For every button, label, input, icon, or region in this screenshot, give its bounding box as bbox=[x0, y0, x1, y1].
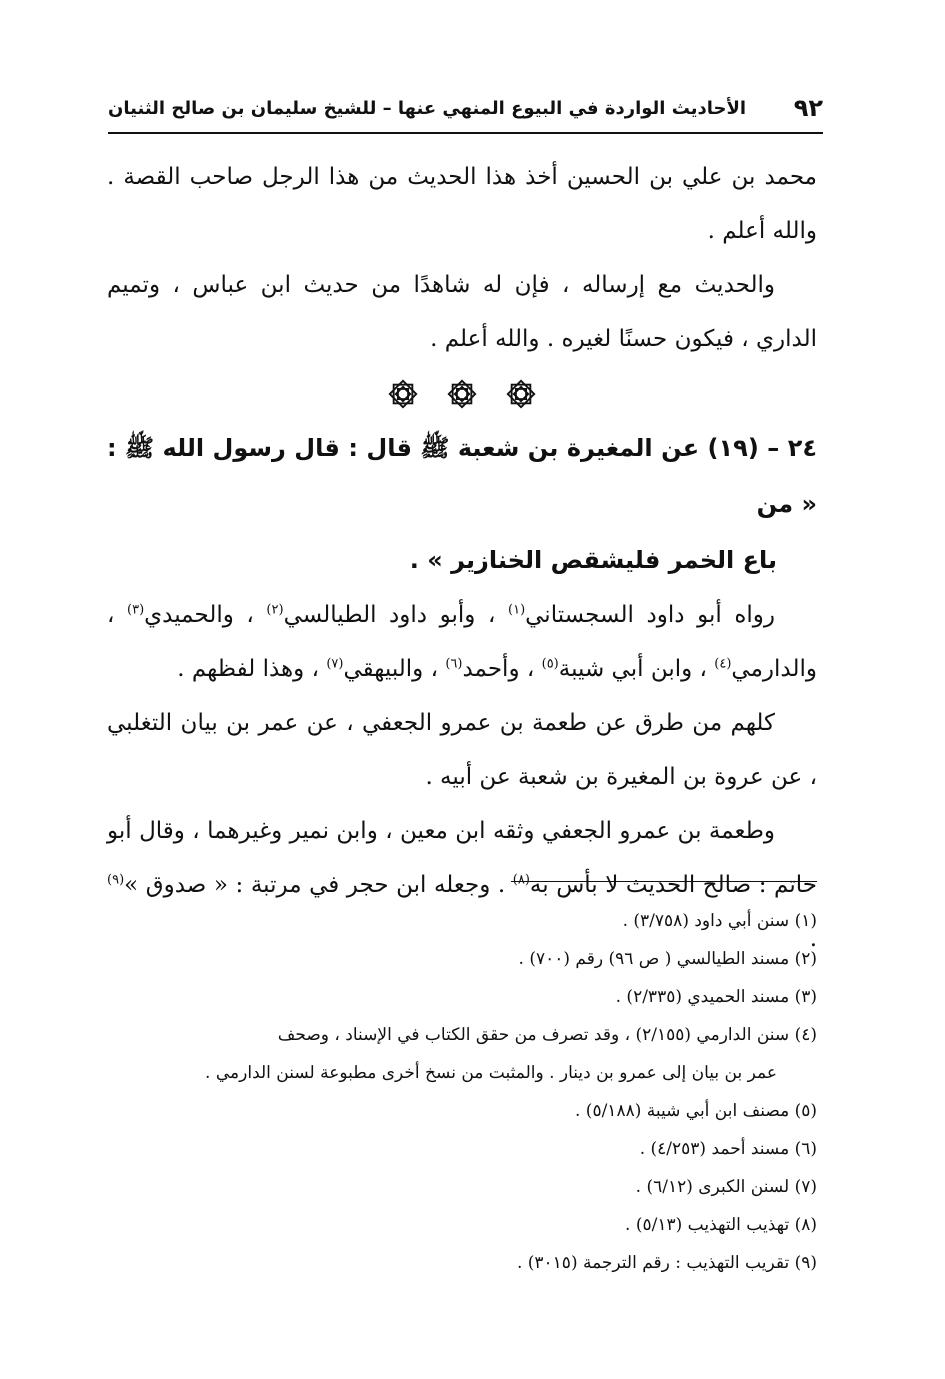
hadith-text bbox=[107, 420, 817, 588]
footnote-ref[interactable]: (٣) bbox=[127, 602, 145, 618]
footnote-7: (٧) لسنن الكبرى (٦/١٢) . bbox=[635, 1177, 817, 1197]
footnote-rule bbox=[511, 881, 817, 882]
footnote-ref[interactable]: (٧) bbox=[326, 656, 344, 672]
text-span: . bbox=[809, 926, 817, 952]
footnote-ref[interactable]: (٥) bbox=[541, 656, 559, 672]
eight-point-star-icon bbox=[504, 377, 538, 411]
paragraph-2: والحديث مع إرساله ، فإن له شاهدًا من حديث ابن عباس ، وتميم الداري ، فيكون حسنًا لغيره . والله أعلم . bbox=[107, 272, 817, 352]
main-text bbox=[107, 150, 817, 966]
section-divider bbox=[107, 366, 817, 420]
text-span: ، وهذا لفظهم . bbox=[177, 656, 327, 682]
paragraph-3 bbox=[107, 588, 817, 696]
page-number: ٩٢ bbox=[793, 94, 823, 122]
footnote-4: (٤) سنن الدارمي (٢/١٥٥) ، وقد تصرف من حقق الكتاب في الإسناد ، وصحف bbox=[277, 1025, 817, 1045]
text-span: ، وأحمد bbox=[462, 656, 542, 682]
footnote-ref[interactable]: (٨) bbox=[512, 872, 530, 888]
footnote-1: (١) سنن أبي داود (٣/٧٥٨) . bbox=[622, 911, 817, 931]
text-span: ، والبيهقي bbox=[343, 656, 446, 682]
text-span: ، والحميدي bbox=[144, 602, 267, 628]
text-span: ، والدارمي bbox=[107, 602, 817, 682]
hadith-line-2: باع الخمر فليشقص الخنازير » . bbox=[409, 546, 777, 574]
header-rule bbox=[108, 132, 823, 134]
eight-point-star-icon bbox=[386, 377, 420, 411]
footnotes bbox=[105, 902, 817, 1282]
footnote-2: (٢) مسند الطيالسي ( ص ٩٦) رقم (٧٠٠) . bbox=[518, 949, 817, 969]
eight-point-star-icon bbox=[445, 377, 479, 411]
footnote-ref[interactable]: (٩) bbox=[107, 872, 125, 888]
footnote-9: (٩) تقريب التهذيب : رقم الترجمة (٣٠١٥) . bbox=[516, 1253, 817, 1273]
footnote-ref[interactable]: (١) bbox=[508, 602, 526, 618]
text-span: رواه أبو داود السجستاني bbox=[525, 602, 776, 628]
text-span: . وجعله ابن حجر في مرتبة : « صدوق » bbox=[124, 872, 513, 898]
text-span: ، وأبو داود الطيالسي bbox=[283, 602, 508, 628]
footnote-6: (٦) مسند أحمد (٤/٢٥٣) . bbox=[639, 1139, 817, 1159]
text-span: وطعمة بن عمرو الجعفي وثقه ابن معين ، وابن نمير وغيرهما ، وقال أبو حاتم : صالح الحديث لا بأس به bbox=[107, 818, 817, 898]
running-header bbox=[108, 92, 823, 132]
footnote-ref[interactable]: (٤) bbox=[714, 656, 732, 672]
footnote-ref[interactable]: (٦) bbox=[445, 656, 463, 672]
footnote-3: (٣) مسند الحميدي (٢/٣٣٥) . bbox=[615, 987, 817, 1007]
hadith-line-1: ٢٤ – (١٩) عن المغيرة بن شعبة ﷺ قال : قال رسول الله ﷺ : « من bbox=[107, 434, 817, 518]
running-title: الأحاديث الواردة في البيوع المنهي عنها – للشيخ سليمان بن صالح الثنيان bbox=[108, 98, 747, 119]
text-span: ، وابن أبي شيبة bbox=[558, 656, 715, 682]
footnote-4-continuation: عمر بن بيان إلى عمرو بن دينار . والمثبت من نسخ أخرى مطبوعة لسنن الدارمي . bbox=[205, 1063, 777, 1083]
footnote-ref[interactable]: (٢) bbox=[266, 602, 284, 618]
paragraph-1: محمد بن علي بن الحسين أخذ هذا الحديث من هذا الرجل صاحب القصة . والله أعلم . bbox=[107, 164, 817, 244]
footnote-5: (٥) مصنف ابن أبي شيبة (٥/١٨٨) . bbox=[575, 1101, 817, 1121]
paragraph-4: كلهم من طرق عن طعمة بن عمرو الجعفي ، عن عمر بن بيان التغلبي ، عن عروة بن المغيرة بن شعبة عن أبيه . bbox=[107, 710, 817, 790]
footnote-8: (٨) تهذيب التهذيب (٥/١٣) . bbox=[625, 1215, 817, 1235]
